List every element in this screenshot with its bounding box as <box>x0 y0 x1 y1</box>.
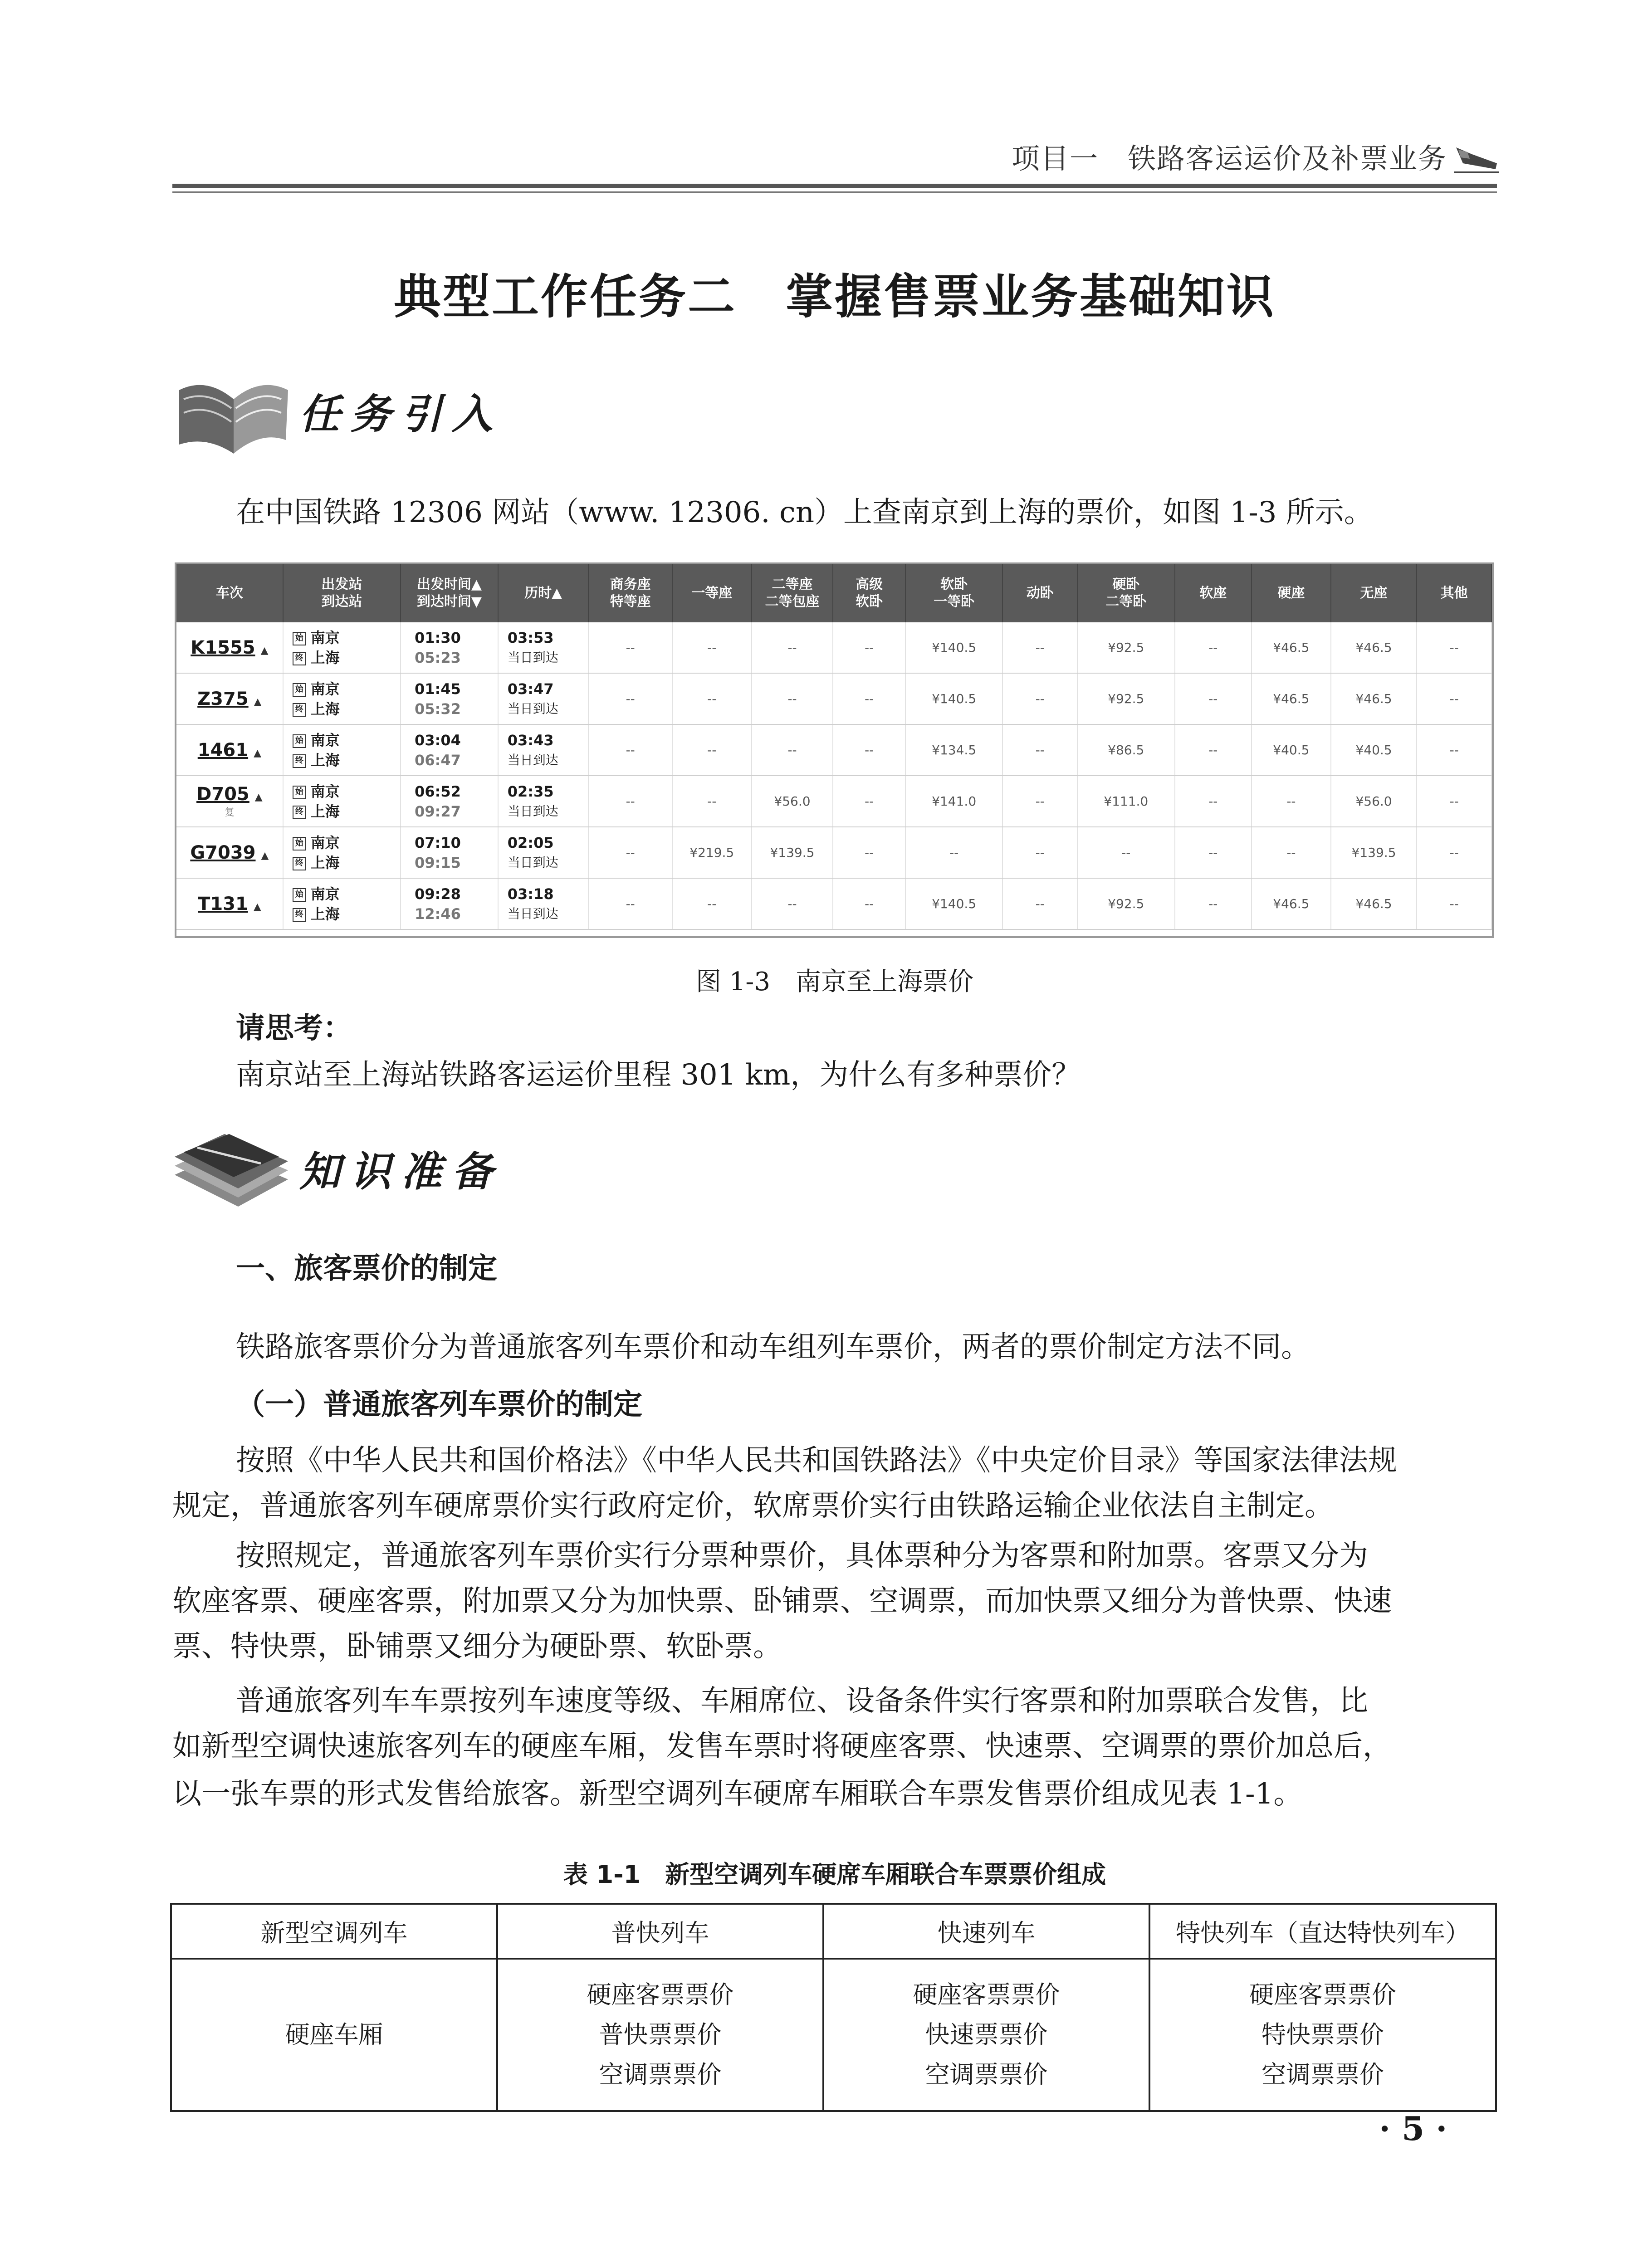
reservation-tag: 复 <box>224 807 235 818</box>
open-book-icon <box>170 372 293 463</box>
price-item: 普快票票价 <box>599 2020 722 2049</box>
price-item: 硬座客票票价 <box>1249 1980 1396 2009</box>
duration-cell: 02:35 当日到达 <box>498 776 589 827</box>
price-cell: -- <box>588 827 672 878</box>
price-cell: ¥46.5 <box>1331 622 1417 673</box>
price-cell: -- <box>1417 878 1491 929</box>
table-cell <box>823 1959 1149 2111</box>
price-cell: -- <box>833 724 905 776</box>
paragraph-3-line-2: 软座客票、硬座客票，附加票又分为加快票、卧铺票、空调票，而加快票又细分为普快票、快速 <box>172 1584 1392 1618</box>
station-cell: 始 南京 终 上海 <box>283 827 401 878</box>
ticket-price-screenshot <box>175 562 1494 938</box>
ticket-header-cell[interactable]: 无座 <box>1331 564 1417 622</box>
expand-caret-icon[interactable]: ▲ <box>254 792 263 803</box>
table-header-cell: 新型空调列车 <box>171 1904 497 1959</box>
price-cell: -- <box>833 673 905 724</box>
section-heading-knowledge: 知识准备 <box>299 1148 503 1196</box>
section-heading-task-intro: 任务引入 <box>299 390 503 438</box>
price-cell: -- <box>1417 622 1491 673</box>
page-number: · 5 · <box>1379 2109 1447 2148</box>
train-logo-icon <box>1454 138 1499 175</box>
train-number-cell[interactable] <box>176 878 283 929</box>
price-cell: -- <box>1175 776 1252 827</box>
price-cell: ¥46.5 <box>1331 673 1417 724</box>
price-cell: -- <box>588 622 672 673</box>
table-row-label: 硬座车厢 <box>171 1959 497 2111</box>
price-cell: -- <box>1417 827 1491 878</box>
price-cell: ¥92.5 <box>1077 878 1175 929</box>
expand-caret-icon[interactable]: ▲ <box>254 696 262 708</box>
price-cell: -- <box>1252 827 1331 878</box>
ticket-header-cell[interactable]: 硬卧 二等卧 <box>1077 564 1175 622</box>
paragraph-4-line-2: 如新型空调快速旅客列车的硬座车厢，发售车票时将硬座客票、快速票、空调票的票价加总后， <box>172 1730 1392 1763</box>
ticket-header-cell[interactable]: 出发站 到达站 <box>283 564 401 622</box>
terminal-tag-icon: 终 <box>293 806 306 819</box>
duration-cell: 03:18 当日到达 <box>498 878 589 929</box>
intro-paragraph: 在中国铁路 12306 网站（www. 12306. cn）上查南京到上海的票价，如图 1-3 所示。 <box>236 496 1373 529</box>
duration-cell: 03:53 当日到达 <box>498 622 589 673</box>
price-cell: ¥219.5 <box>672 827 752 878</box>
price-cell: ¥140.5 <box>905 622 1003 673</box>
duration-cell: 02:05 当日到达 <box>498 827 589 878</box>
origin-tag-icon: 始 <box>293 786 306 799</box>
origin-tag-icon: 始 <box>293 888 306 902</box>
price-cell: -- <box>833 878 905 929</box>
train-number-cell[interactable] <box>176 776 283 827</box>
price-cell: ¥140.5 <box>905 673 1003 724</box>
price-cell: -- <box>588 776 672 827</box>
train-number-cell[interactable] <box>176 724 283 776</box>
terminal-tag-icon: 终 <box>293 857 306 870</box>
price-cell: -- <box>752 878 833 929</box>
price-cell: -- <box>752 724 833 776</box>
price-cell: ¥141.0 <box>905 776 1003 827</box>
price-cell: ¥46.5 <box>1252 878 1331 929</box>
price-cell: ¥139.5 <box>1331 827 1417 878</box>
price-cell: ¥92.5 <box>1077 673 1175 724</box>
price-cell: -- <box>588 673 672 724</box>
origin-tag-icon: 始 <box>293 734 306 748</box>
price-cell: ¥40.5 <box>1252 724 1331 776</box>
price-cell: -- <box>672 776 752 827</box>
ticket-header-cell[interactable]: 硬座 <box>1252 564 1331 622</box>
price-item: 快速票票价 <box>925 2020 1048 2049</box>
price-cell: ¥92.5 <box>1077 622 1175 673</box>
train-number-cell[interactable] <box>176 622 283 673</box>
price-cell: -- <box>1002 878 1077 929</box>
price-cell: ¥40.5 <box>1331 724 1417 776</box>
price-cell: -- <box>752 622 833 673</box>
station-cell: 始 南京 终 上海 <box>283 622 401 673</box>
price-cell: -- <box>588 724 672 776</box>
price-cell: -- <box>1002 827 1077 878</box>
price-cell: -- <box>1175 673 1252 724</box>
ticket-header-cell[interactable]: 商务座 特等座 <box>588 564 672 622</box>
expand-caret-icon[interactable]: ▲ <box>254 747 261 759</box>
expand-caret-icon[interactable]: ▲ <box>261 850 269 861</box>
price-cell: -- <box>672 673 752 724</box>
price-cell: ¥56.0 <box>752 776 833 827</box>
station-cell: 始 南京 终 上海 <box>283 673 401 724</box>
paragraph-3-line-3: 票、特快票，卧铺票又细分为硬卧票、软卧票。 <box>172 1630 782 1663</box>
ticket-row <box>176 673 1491 724</box>
table-cell <box>1149 1959 1496 2111</box>
price-item: 硬座客票票价 <box>913 1980 1060 2009</box>
time-cell: 01:30 05:23 <box>401 622 498 673</box>
paragraph-4-line-3: 以一张车票的形式发售给旅客。新型空调列车硬席车厢联合车票发售票价组成见表 1-1。 <box>172 1777 1303 1811</box>
ticket-header-cell[interactable]: 软卧 一等卧 <box>905 564 1003 622</box>
ticket-row <box>176 776 1491 827</box>
price-cell: -- <box>833 622 905 673</box>
paragraph-4-line-1: 普通旅客列车车票按列车速度等级、车厢席位、设备条件实行客票和附加票联合发售，比 <box>236 1684 1368 1718</box>
price-composition-table <box>170 1903 1497 2112</box>
table-caption: 表 1-1 新型空调列车硬席车厢联合车票票价组成 <box>563 1860 1106 1889</box>
figure-caption: 图 1-3 南京至上海票价 <box>696 967 973 997</box>
price-cell: -- <box>833 776 905 827</box>
paragraph-1: 铁路旅客票价分为普通旅客列车票价和动车组列车票价，两者的票价制定方法不同。 <box>236 1330 1310 1364</box>
price-item: 空调票票价 <box>599 2060 722 2089</box>
time-cell: 01:45 05:32 <box>401 673 498 724</box>
ticket-row <box>176 622 1491 673</box>
train-number-cell[interactable] <box>176 827 283 878</box>
train-number-link[interactable]: T131 <box>198 893 248 914</box>
ticket-header-cell[interactable]: 出发时间▲ 到达时间▼ <box>401 564 498 622</box>
time-cell: 07:10 09:15 <box>401 827 498 878</box>
origin-tag-icon: 始 <box>293 632 306 645</box>
table-header-cell: 普快列车 <box>497 1904 823 1959</box>
header-rule <box>172 184 1497 188</box>
table-cell <box>497 1959 823 2111</box>
terminal-tag-icon: 终 <box>293 754 306 768</box>
price-item: 硬座客票票价 <box>587 1980 734 2009</box>
price-cell: -- <box>1417 724 1491 776</box>
price-cell: -- <box>1175 622 1252 673</box>
price-cell: ¥46.5 <box>1252 673 1331 724</box>
price-cell: -- <box>1417 673 1491 724</box>
price-cell: -- <box>1175 878 1252 929</box>
train-number-link[interactable]: K1555 <box>191 637 255 658</box>
price-cell: -- <box>1077 827 1175 878</box>
train-number-link[interactable]: D705 <box>196 784 249 805</box>
price-cell: -- <box>905 827 1003 878</box>
price-cell: -- <box>833 827 905 878</box>
expand-caret-icon[interactable]: ▲ <box>260 645 269 656</box>
ticket-header-cell[interactable]: 历时▲ <box>498 564 589 622</box>
price-cell: -- <box>752 673 833 724</box>
price-cell: -- <box>1175 827 1252 878</box>
train-number-link[interactable]: Z375 <box>197 688 249 709</box>
price-cell: -- <box>672 878 752 929</box>
ticket-header-cell[interactable]: 二等座 二等包座 <box>752 564 833 622</box>
ticket-row <box>176 827 1491 878</box>
price-item: 空调票票价 <box>1261 2060 1384 2089</box>
price-cell: ¥139.5 <box>752 827 833 878</box>
price-cell: ¥86.5 <box>1077 724 1175 776</box>
terminal-tag-icon: 终 <box>293 908 306 922</box>
price-cell: ¥140.5 <box>905 878 1003 929</box>
price-cell: -- <box>1252 776 1331 827</box>
ticket-header-cell[interactable]: 动卧 <box>1002 564 1077 622</box>
terminal-tag-icon: 终 <box>293 703 306 717</box>
price-cell: -- <box>1002 673 1077 724</box>
paragraph-2-line-2: 规定，普通旅客列车硬席票价实行政府定价，软席票价实行由铁路运输企业依法自主制定。 <box>172 1489 1334 1523</box>
ticket-header-cell[interactable]: 其他 <box>1417 564 1491 622</box>
think-question: 南京站至上海站铁路客运运价里程 301 km，为什么有多种票价？ <box>236 1058 1081 1092</box>
origin-tag-icon: 始 <box>293 683 306 697</box>
time-cell: 03:04 06:47 <box>401 724 498 776</box>
expand-caret-icon[interactable]: ▲ <box>253 901 261 913</box>
ticket-header-cell[interactable]: 高级 软卧 <box>833 564 905 622</box>
station-cell: 始 南京 终 上海 <box>283 878 401 929</box>
train-number-link[interactable]: 1461 <box>197 739 249 761</box>
paragraph-2-line-1: 按照《中华人民共和国价格法》《中华人民共和国铁路法》《中央定价目录》等国家法律法规 <box>236 1444 1397 1477</box>
ticket-table-header <box>176 564 1491 622</box>
price-cell: -- <box>672 724 752 776</box>
price-cell: -- <box>588 878 672 929</box>
ticket-row <box>176 878 1491 929</box>
train-number-cell[interactable] <box>176 673 283 724</box>
paragraph-3-line-1: 按照规定，普通旅客列车票价实行分票种票价，具体票种分为客票和附加票。客票又分为 <box>236 1539 1368 1573</box>
page-title: 典型工作任务二 掌握售票业务基础知识 <box>393 269 1276 324</box>
price-cell: ¥46.5 <box>1331 878 1417 929</box>
duration-cell: 03:43 当日到达 <box>498 724 589 776</box>
price-cell: ¥46.5 <box>1252 622 1331 673</box>
ticket-table <box>176 564 1492 930</box>
running-header: 项目一 铁路客运运价及补票业务 <box>1012 142 1447 175</box>
origin-tag-icon: 始 <box>293 837 306 850</box>
price-cell: ¥111.0 <box>1077 776 1175 827</box>
subsection-heading-1: 一、旅客票价的制定 <box>236 1252 497 1286</box>
price-item: 特快票票价 <box>1261 2020 1384 2049</box>
price-cell: -- <box>1417 776 1491 827</box>
ticket-header-cell[interactable]: 车次 <box>176 564 283 622</box>
train-number-link[interactable]: G7039 <box>190 842 256 863</box>
station-cell: 始 南京 终 上海 <box>283 776 401 827</box>
ticket-row <box>176 724 1491 776</box>
price-item: 空调票票价 <box>925 2060 1048 2089</box>
ticket-header-cell[interactable]: 一等座 <box>672 564 752 622</box>
price-cell: ¥134.5 <box>905 724 1003 776</box>
station-cell: 始 南京 终 上海 <box>283 724 401 776</box>
price-cell: -- <box>1002 724 1077 776</box>
think-label: 请思考： <box>236 1012 352 1045</box>
price-cell: -- <box>1002 776 1077 827</box>
subsection-heading-2: （一）普通旅客列车票价的制定 <box>236 1388 642 1422</box>
stacked-books-icon <box>170 1120 293 1211</box>
time-cell: 06:52 09:27 <box>401 776 498 827</box>
time-cell: 09:28 12:46 <box>401 878 498 929</box>
price-cell: -- <box>1002 622 1077 673</box>
terminal-tag-icon: 终 <box>293 652 306 665</box>
ticket-header-cell[interactable]: 软座 <box>1175 564 1252 622</box>
table-header-cell: 特快列车（直达特快列车） <box>1149 1904 1496 1959</box>
table-header-cell: 快速列车 <box>823 1904 1149 1959</box>
duration-cell: 03:47 当日到达 <box>498 673 589 724</box>
price-cell: ¥56.0 <box>1331 776 1417 827</box>
header-rule-thin <box>172 191 1497 193</box>
price-cell: -- <box>672 622 752 673</box>
price-cell: -- <box>1175 724 1252 776</box>
